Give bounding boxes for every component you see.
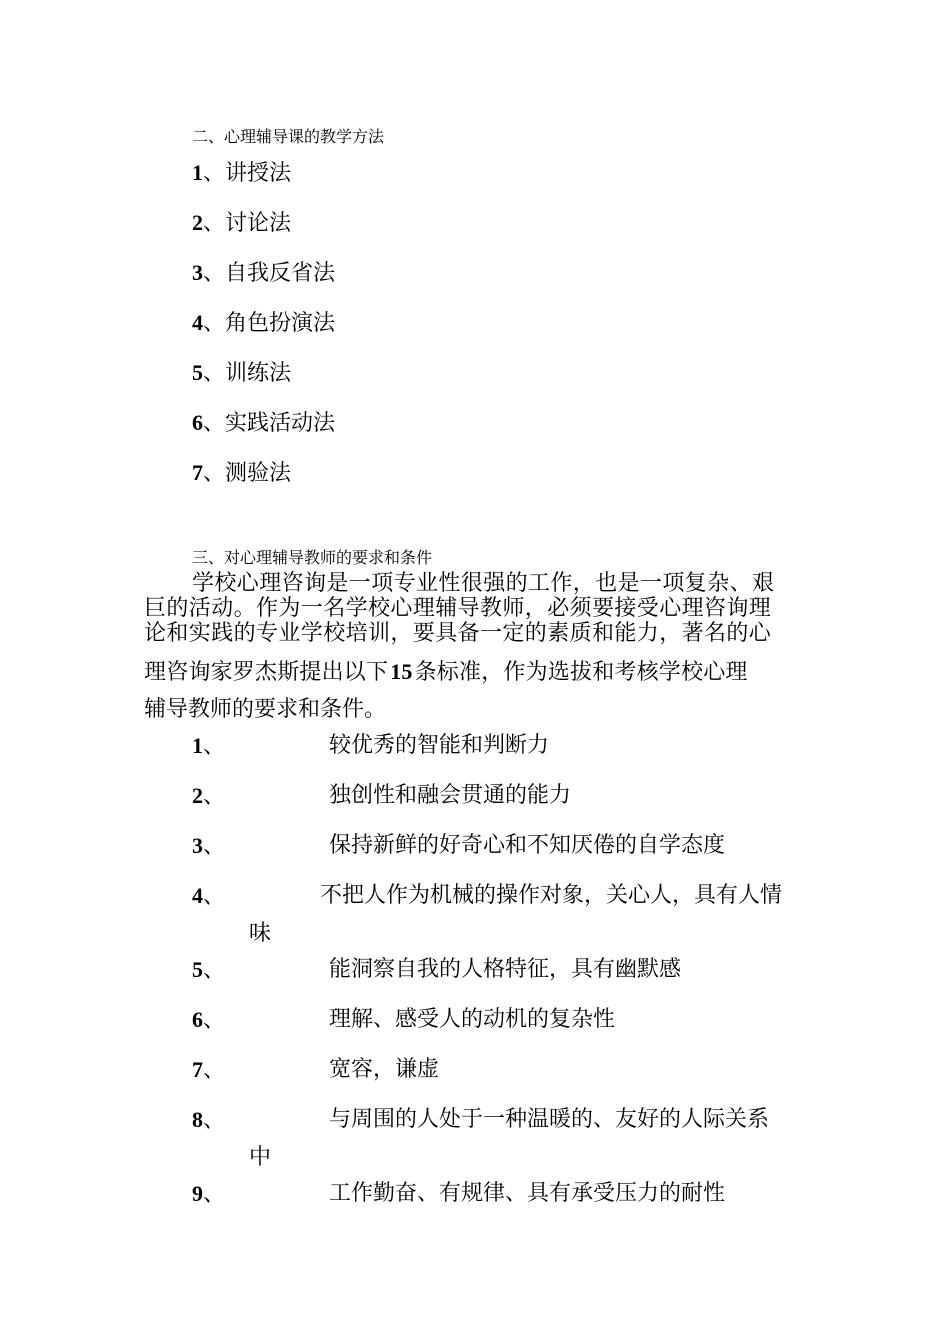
method-text: 讲授法 — [225, 161, 292, 186]
requirement-number: 8、 — [192, 1107, 226, 1133]
method-item — [192, 309, 335, 338]
method-text: 自我反省法 — [225, 261, 336, 286]
requirement-number: 5、 — [192, 957, 226, 983]
section-2-heading: 二、心理辅导课的教学方法 — [192, 127, 385, 146]
method-item — [192, 359, 291, 388]
requirement-number: 4、 — [192, 883, 226, 909]
requirement-text-continued: 味 — [249, 921, 272, 946]
requirement-number: 6、 — [192, 1007, 226, 1033]
method-text: 角色扮演法 — [225, 311, 336, 336]
requirement-text: 与周围的人处于一种温暖的、友好的人际关系 — [329, 1107, 770, 1132]
method-text: 实践活动法 — [225, 411, 336, 436]
method-separator: 、 — [203, 461, 226, 486]
section-3-heading: 三、对心理辅导教师的要求和条件 — [192, 548, 433, 567]
paragraph-line: 辅导教师的要求和条件。 — [144, 697, 387, 722]
method-text: 测验法 — [225, 461, 292, 486]
method-number: 3 — [192, 260, 203, 285]
requirement-text: 工作勤奋、有规律、具有承受压力的耐性 — [329, 1181, 726, 1206]
paragraph-line: 学校心理咨询是一项专业性很强的工作，也是一项复杂、艰 — [192, 571, 775, 596]
paragraph-text: 条标准，作为选拔和考核学校心理 — [414, 660, 748, 685]
method-number: 7 — [192, 460, 203, 485]
method-separator: 、 — [203, 211, 226, 236]
method-separator: 、 — [203, 261, 226, 286]
requirement-number: 7、 — [192, 1057, 226, 1083]
paragraph-text: 理咨询家罗杰斯提出以下 — [144, 660, 389, 685]
method-item — [192, 459, 291, 488]
method-text: 讨论法 — [225, 211, 292, 236]
method-item — [192, 409, 335, 438]
requirement-number: 3、 — [192, 833, 226, 859]
requirement-text: 理解、感受人的动机的复杂性 — [329, 1007, 616, 1032]
paragraph-line — [144, 658, 748, 687]
method-item — [192, 209, 291, 238]
standards-count: 15 — [390, 659, 413, 684]
requirement-number: 9、 — [192, 1181, 226, 1207]
method-item — [192, 259, 335, 288]
method-separator: 、 — [203, 161, 226, 186]
method-separator: 、 — [203, 411, 226, 436]
method-number: 1 — [192, 160, 203, 185]
paragraph-line: 巨的活动。作为一名学校心理辅导教师，必须要接受心理咨询理 — [144, 596, 772, 621]
method-number: 2 — [192, 210, 203, 235]
method-number: 6 — [192, 410, 203, 435]
requirement-text: 较优秀的智能和判断力 — [329, 733, 550, 758]
requirement-text: 保持新鲜的好奇心和不知厌倦的自学态度 — [329, 833, 726, 858]
requirement-number: 2、 — [192, 783, 226, 809]
requirement-text-continued: 中 — [249, 1145, 272, 1170]
paragraph-line: 论和实践的专业学校培训，要具备一定的素质和能力，著名的心 — [144, 621, 772, 646]
requirement-text: 不把人作为机械的操作对象，关心人，具有人情 — [320, 883, 783, 908]
requirement-text: 能洞察自我的人格特征，具有幽默感 — [329, 957, 682, 982]
method-item — [192, 159, 291, 188]
method-number: 5 — [192, 360, 203, 385]
requirement-text: 独创性和融会贯通的能力 — [329, 783, 572, 808]
method-number: 4 — [192, 310, 203, 335]
method-separator: 、 — [203, 361, 226, 386]
requirement-text: 宽容，谦虚 — [329, 1057, 440, 1082]
requirement-number: 1、 — [192, 733, 226, 759]
method-text: 训练法 — [225, 361, 292, 386]
method-separator: 、 — [203, 311, 226, 336]
